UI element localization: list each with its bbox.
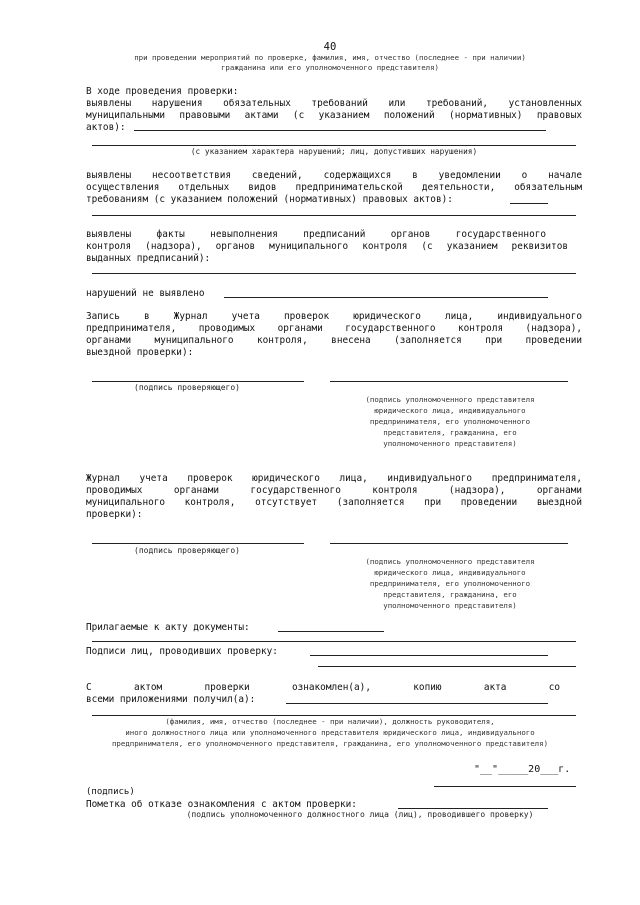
representative-caption-3: предпринимателя, его уполномоченного	[369, 417, 531, 426]
journal-absent-line-3: муниципального контроля, отсутствует (заполняется при проведении выездной	[86, 497, 582, 508]
refusal-label: Пометка об отказе ознакомления с актом проверки:	[86, 799, 357, 810]
inconsistencies-line-2: осуществления отдельных видов предпринимательской деятельности, обязательным	[86, 182, 582, 193]
prescriptions-input-line[interactable]	[92, 273, 576, 274]
signatures-label: Подписи лиц, проводивших проверку:	[86, 646, 278, 657]
journal-absent-line-2: проводимых органами государственного контроля (надзора), органами	[86, 485, 582, 496]
inconsistencies-input-line[interactable]	[92, 215, 576, 216]
journal-entry-line-1: Запись в Журнал учета проверок юридического лица, индивидуального	[86, 311, 582, 322]
acquaintance-input-short[interactable]	[286, 703, 548, 704]
signatures-input-line-1[interactable]	[310, 655, 548, 656]
attachments-input-short[interactable]	[278, 631, 384, 632]
representative-caption-2-3: предпринимателя, его уполномоченного	[369, 579, 531, 588]
acquaintance-caption-2: иного должностного лица или уполномоченного представителя юридического лица, индивидуального	[125, 728, 535, 737]
prescriptions-line-2: контроля (надзора), органов муниципального контроля (с указанием реквизитов	[86, 241, 568, 252]
inspector-signature-caption-2: (подпись проверяющего)	[134, 546, 240, 555]
acquaintance-line-1: С актом проверки ознакомлен(а), копию акта со	[86, 682, 560, 693]
representative-caption-2-2: юридического лица, индивидуального	[374, 568, 526, 577]
page-number: 40	[323, 41, 337, 53]
prescriptions-line-1: выявлены факты невыполнения предписаний органов государственного	[86, 229, 546, 240]
inconsistencies-input-short[interactable]	[510, 203, 548, 204]
signatures-input-line-2[interactable]	[318, 666, 576, 667]
representative-caption-4: представителя, гражданина, его	[383, 428, 517, 437]
header-note-line-1: при проведении мероприятий по проверке, фамилия, имя, отчество (последнее - при наличии)	[134, 53, 526, 62]
inspection-intro: В ходе проведения проверки:	[86, 86, 239, 97]
violations-line-1: выявлены нарушения обязательных требований или требований, установленных	[86, 98, 582, 109]
prescriptions-line-3: выданных предписаний):	[86, 253, 211, 264]
refusal-caption: (подпись уполномоченного должностного лица (лиц), проводившего проверку)	[186, 810, 534, 819]
inspector-signature-line[interactable]	[92, 381, 304, 382]
refusal-input-line[interactable]	[398, 808, 548, 809]
journal-entry-line-4: выездной проверки):	[86, 347, 194, 358]
inconsistencies-line-1: выявлены несоответствия сведений, содержащихся в уведомлении о начале	[86, 170, 582, 181]
representative-caption-2-5: уполномоченного представителя)	[383, 601, 517, 610]
representative-caption-2-4: представителя, гражданина, его	[383, 590, 517, 599]
representative-caption-2-1: (подпись уполномоченного представителя	[365, 557, 535, 566]
attachments-label: Прилагаемые к акту документы:	[86, 622, 250, 633]
violations-line-3: актов):	[86, 122, 126, 133]
acquaintance-input-line[interactable]	[92, 715, 576, 716]
violations-input-line-2[interactable]	[92, 145, 576, 146]
representative-signature-line[interactable]	[330, 381, 568, 382]
journal-absent-line-4: проверки):	[86, 509, 143, 520]
journal-entry-line-2: предпринимателя, проводимых органами государственного контроля (надзора),	[86, 323, 582, 334]
no-violations-input-line[interactable]	[224, 297, 548, 298]
violations-caption: (с указанием характера нарушений; лиц, допустивших нарушения)	[190, 147, 478, 156]
journal-entry-line-3: органами муниципального контроля, внесена (заполняется при проведении	[86, 335, 582, 346]
signature-label: (подпись)	[86, 787, 135, 797]
acquaintance-caption-3: предпринимателя, его уполномоченного представителя, гражданина, его уполномоченного представителя)	[111, 739, 549, 748]
violations-line-2: муниципальными правовыми актами (с указанием положений (нормативных) правовых	[86, 110, 582, 121]
inconsistencies-line-3: требованиям (с указанием положений (нормативных) правовых актов):	[86, 194, 453, 205]
acquaintance-line-2: всеми приложениями получил(а):	[86, 694, 256, 705]
representative-caption-1: (подпись уполномоченного представителя	[365, 395, 535, 404]
signature-input-line[interactable]	[434, 786, 576, 787]
inspector-signature-line-2[interactable]	[92, 543, 304, 544]
date-field[interactable]: "__"_____20___г.	[474, 764, 571, 775]
violations-input-line[interactable]	[134, 130, 546, 131]
header-note-line-2: гражданина или его уполномоченного представителя)	[220, 63, 440, 72]
representative-caption-2: юридического лица, индивидуального	[374, 406, 526, 415]
attachments-input-line[interactable]	[92, 641, 576, 642]
no-violations-label: нарушений не выявлено	[86, 288, 205, 299]
journal-absent-line-1: Журнал учета проверок юридического лица, индивидуального предпринимателя,	[86, 473, 582, 484]
representative-caption-5: уполномоченного представителя)	[383, 439, 517, 448]
representative-signature-line-2[interactable]	[330, 543, 568, 544]
acquaintance-caption-1: (фамилия, имя, отчество (последнее - при наличии), должность руководителя,	[165, 717, 495, 726]
inspector-signature-caption: (подпись проверяющего)	[134, 383, 240, 392]
